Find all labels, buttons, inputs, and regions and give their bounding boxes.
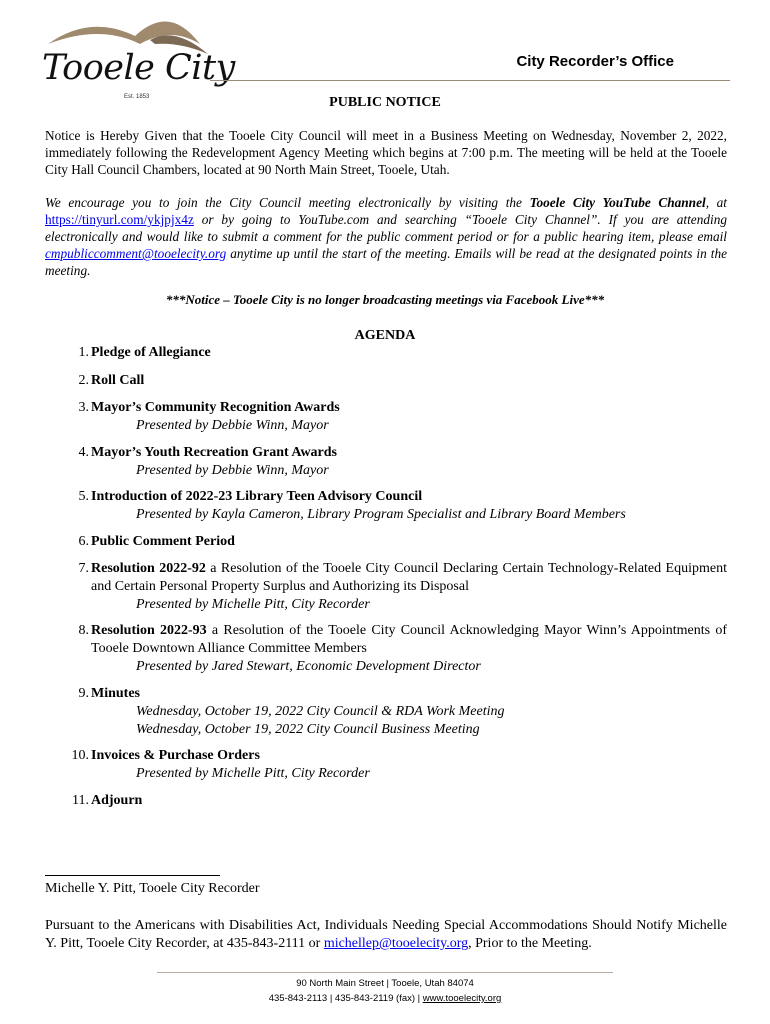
youtube-channel-name: Tooele City YouTube Channel — [529, 195, 706, 210]
agenda-number: 4. — [78, 445, 89, 460]
ada-text-1: Pursuant to the Americans with Disabilities Act, Individuals Needing Special Accommodations Should Notify Michelle Y. Pitt, Tooele City Recorder, at 435-843-2111 or — [45, 918, 727, 951]
comment-email-link[interactable]: cmpubliccomment@tooelecity.org — [45, 246, 227, 261]
agenda-item — [45, 344, 727, 362]
agenda-presenter: Presented by Kayla Cameron, Library Program Specialist and Library Board Members — [136, 507, 626, 522]
agenda-title-text: Public Comment Period — [91, 534, 235, 549]
agenda-item — [45, 372, 727, 390]
facebook-notice: ***Notice – Tooele City is no longer broadcasting meetings via Facebook Live*** — [165, 292, 605, 307]
agenda-meeting-minutes: Wednesday, October 19, 2022 City Council Business Meeting — [136, 722, 480, 737]
agenda-title-text: Adjourn — [91, 793, 143, 808]
electronic-text-2: , at — [705, 195, 727, 210]
footer-contact — [0, 993, 770, 1004]
agenda-item — [45, 747, 727, 783]
agenda-title: AGENDA — [354, 328, 416, 343]
agenda-title-text: Roll Call — [91, 373, 145, 388]
agenda-presenter: Presented by Debbie Winn, Mayor — [136, 418, 329, 433]
electronic-text-3: or by going to YouTube.com and searching “Tooele City Channel”. If you are attending electronically and would like to submit a comment for the public comment period or for a public hearing item, please email — [45, 212, 727, 244]
agenda-number: 3. — [78, 400, 89, 415]
signature-line — [45, 875, 220, 876]
electronic-text-4: anytime up until the start of the meeting. Emails will be read at the designated points in the meeting. — [45, 246, 727, 278]
electronic-text-1: We encourage you to join the City Council meeting electronically by visiting the — [45, 195, 530, 210]
youtube-link[interactable]: https://tinyurl.com/ykjpjx4z — [45, 212, 194, 227]
recorder-email-link[interactable]: michellep@tooelecity.org — [323, 936, 469, 951]
footer-divider — [157, 972, 613, 973]
office-title: City Recorder’s Office — [516, 53, 674, 70]
agenda-description: a Resolution of the Tooele City Council Declaring Certain Technology-Related Equipment and Certain Personal Property Surplus and Authorizing its Disposal — [91, 561, 727, 594]
agenda-number: 5. — [78, 489, 89, 504]
footer-address: 90 North Main Street | Tooele, Utah 84074 — [296, 978, 474, 989]
agenda-presenter: Presented by Jared Stewart, Economic Development Director — [136, 659, 481, 674]
agenda-title-text: Resolution 2022-92 — [91, 561, 206, 576]
agenda-number: 11. — [72, 793, 89, 808]
agenda-presenter: Presented by Michelle Pitt, City Recorder — [136, 597, 370, 612]
agenda-number: 8. — [78, 623, 89, 638]
agenda-title-text: Resolution 2022-93 — [91, 623, 207, 638]
logo-wordmark: Tooele City — [42, 48, 235, 88]
tooele-city-logo — [40, 14, 235, 100]
agenda-item — [45, 622, 727, 676]
agenda-number: 1. — [78, 345, 89, 360]
agenda-item — [45, 444, 727, 480]
agenda-title-text: Pledge of Allegiance — [91, 345, 211, 360]
header-divider — [210, 80, 730, 81]
agenda-presenter: Presented by Michelle Pitt, City Recorder — [136, 766, 370, 781]
agenda-number: 9. — [78, 686, 89, 701]
agenda-title-text: Introduction of 2022-23 Library Teen Advisory Council — [91, 489, 423, 504]
agenda-item — [45, 399, 727, 435]
agenda-item — [45, 488, 727, 524]
agenda-item — [45, 792, 727, 810]
agenda-title-text: Invoices & Purchase Orders — [91, 748, 260, 763]
agenda-title-text: Minutes — [91, 686, 140, 701]
agenda-number: 2. — [78, 373, 89, 388]
signature-name: Michelle Y. Pitt, Tooele City Recorder — [45, 881, 260, 896]
agenda-number: 6. — [78, 534, 89, 549]
agenda-number: 7. — [78, 561, 89, 576]
footer-website-link[interactable]: www.tooelecity.org — [422, 993, 502, 1004]
ada-text-2: , Prior to the Meeting. — [468, 936, 592, 951]
agenda-presenter: Presented by Debbie Winn, Mayor — [136, 463, 329, 478]
agenda-item — [45, 533, 727, 551]
electronic-paragraph — [45, 194, 727, 279]
agenda-number: 10. — [71, 748, 89, 763]
agenda-title-text: Mayor’s Community Recognition Awards — [91, 400, 340, 415]
ada-paragraph — [45, 917, 727, 953]
agenda-title-text: Mayor’s Youth Recreation Grant Awards — [91, 445, 338, 460]
footer-phones: 435-843-2113 | 435-843-2119 (fax) | — [268, 993, 423, 1004]
public-notice-title: PUBLIC NOTICE — [329, 95, 441, 110]
agenda-item — [45, 560, 727, 614]
agenda-description: a Resolution of the Tooele City Council Acknowledging Mayor Winn’s Appointments of Tooele Downtown Alliance Committee Members — [91, 623, 727, 656]
agenda-meeting-minutes: Wednesday, October 19, 2022 City Council & RDA Work Meeting — [136, 704, 505, 719]
intro-paragraph: Notice is Hereby Given that the Tooele City Council will meet in a Business Meeting on Wednesday, November 2, 2022, immediately following the Redevelopment Agency Meeting which begins at 7:00 p.m. The meeting will be held at the Tooele City Hall Council Chambers, located at 90 North Main Street, Tooele, Utah. — [45, 128, 727, 177]
logo-established: Est. 1853 — [124, 94, 150, 100]
agenda-item — [45, 685, 727, 739]
